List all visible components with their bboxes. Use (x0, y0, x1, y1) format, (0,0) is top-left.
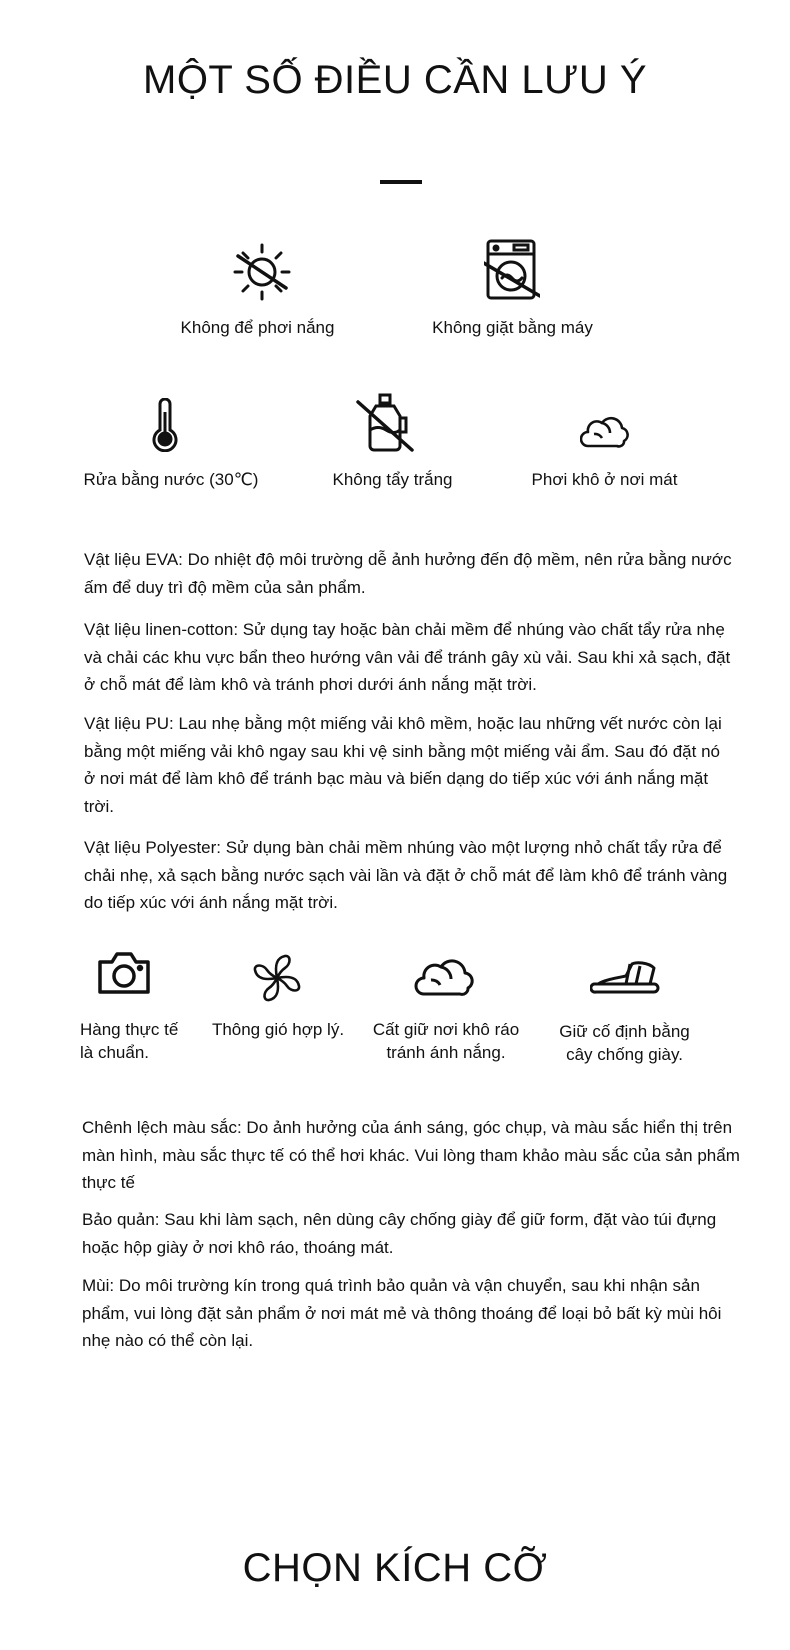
fan-icon (251, 952, 303, 1004)
tip-label-dry-storage: Cất giữ nơi khô ráo tránh ánh nắng. (372, 1020, 520, 1062)
care-label-no-sun: Không để phơi nắng (180, 318, 335, 337)
material-eva: Vật liệu EVA: Do nhiệt độ môi trường dễ ảnh hưởng đến độ mềm, nên rửa bằng nước ấm để duy trì độ mềm của sản phẩm. (84, 550, 732, 597)
slipper-icon (590, 960, 660, 998)
note-color-difference: Chênh lệch màu sắc: Do ảnh hưởng của ánh sáng, góc chụp, và màu sắc hiển thị trên màn hình, màu sắc thực tế có thể hơi khác. Vui lòng tham khảo màu sắc của sản phẩm thực tế (82, 1118, 740, 1192)
material-pu: Vật liệu PU: Lau nhẹ bằng một miếng vải khô mềm, hoặc lau những vết nước còn lại bằng một miếng vải khô ngay sau khi vệ sinh bằng một miếng vải ẩm. Sau đó đặt nó ở nơi mát để làm khô để tránh bạc màu và biến dạng do tiếp xúc với ánh nắng mặt trời. (84, 714, 722, 816)
material-linen-cotton: Vật liệu linen-cotton: Sử dụng tay hoặc bàn chải mềm để nhúng vào chất tẩy rửa nhẹ và chải các khu vực bẩn theo hướng vân vải để tránh gây xù vải. Sau khi xả sạch, đặt ở chỗ mát để làm khô và tránh phơi dưới ánh nắng mặt trời. (84, 620, 731, 694)
material-polyester: Vật liệu Polyester: Sử dụng bàn chải mềm nhúng vào một lượng nhỏ chất tẩy rửa để chải nhẹ, xả sạch bằng nước sạch vài lần và đặt ở chỗ mát để làm khô để tránh vàng do tiếp xúc với ánh nắng mặt trời. (84, 838, 728, 912)
size-section-title: CHỌN KÍCH CỠ (242, 1546, 548, 1590)
cloud-icon (414, 952, 478, 1000)
title-divider (380, 180, 422, 184)
tip-label-ventilation: Thông gió hợp lý. (211, 1020, 345, 1039)
care-label-no-bleach: Không tẩy trắng (332, 470, 453, 489)
camera-icon (96, 950, 152, 996)
tip-label-real-product: Hàng thực tế là chuẩn. (80, 1020, 179, 1062)
no-bleach-icon (356, 392, 416, 454)
cloud-icon (580, 410, 634, 452)
no-sun-icon (232, 242, 292, 302)
tip-label-shoe-tree: Giữ cố định bằng cây chống giày. (559, 1022, 690, 1064)
note-storage: Bảo quản: Sau khi làm sạch, nên dùng cây chống giày để giữ form, đặt vào túi đựng hoặc hộp giày ở nơi khô ráo, thoáng mát. (82, 1210, 717, 1257)
thermometer-icon (150, 398, 180, 452)
care-label-no-machine: Không giặt bằng máy (432, 318, 593, 337)
no-washing-machine-icon (484, 238, 540, 302)
care-label-water-temp: Rửa bằng nước (30℃) (83, 470, 259, 489)
page-title: MỘT SỐ ĐIỀU CẦN LƯU Ý (143, 58, 647, 102)
care-label-dry-cool: Phơi khô ở nơi mát (531, 470, 678, 489)
note-odor: Mùi: Do môi trường kín trong quá trình bảo quản và vận chuyển, sau khi nhận sản phẩm, vui lòng đặt sản phẩm ở nơi mát mẻ và thông thoáng để loại bỏ bất kỳ mùi hôi nhẹ nào có thể còn lại. (82, 1276, 722, 1350)
